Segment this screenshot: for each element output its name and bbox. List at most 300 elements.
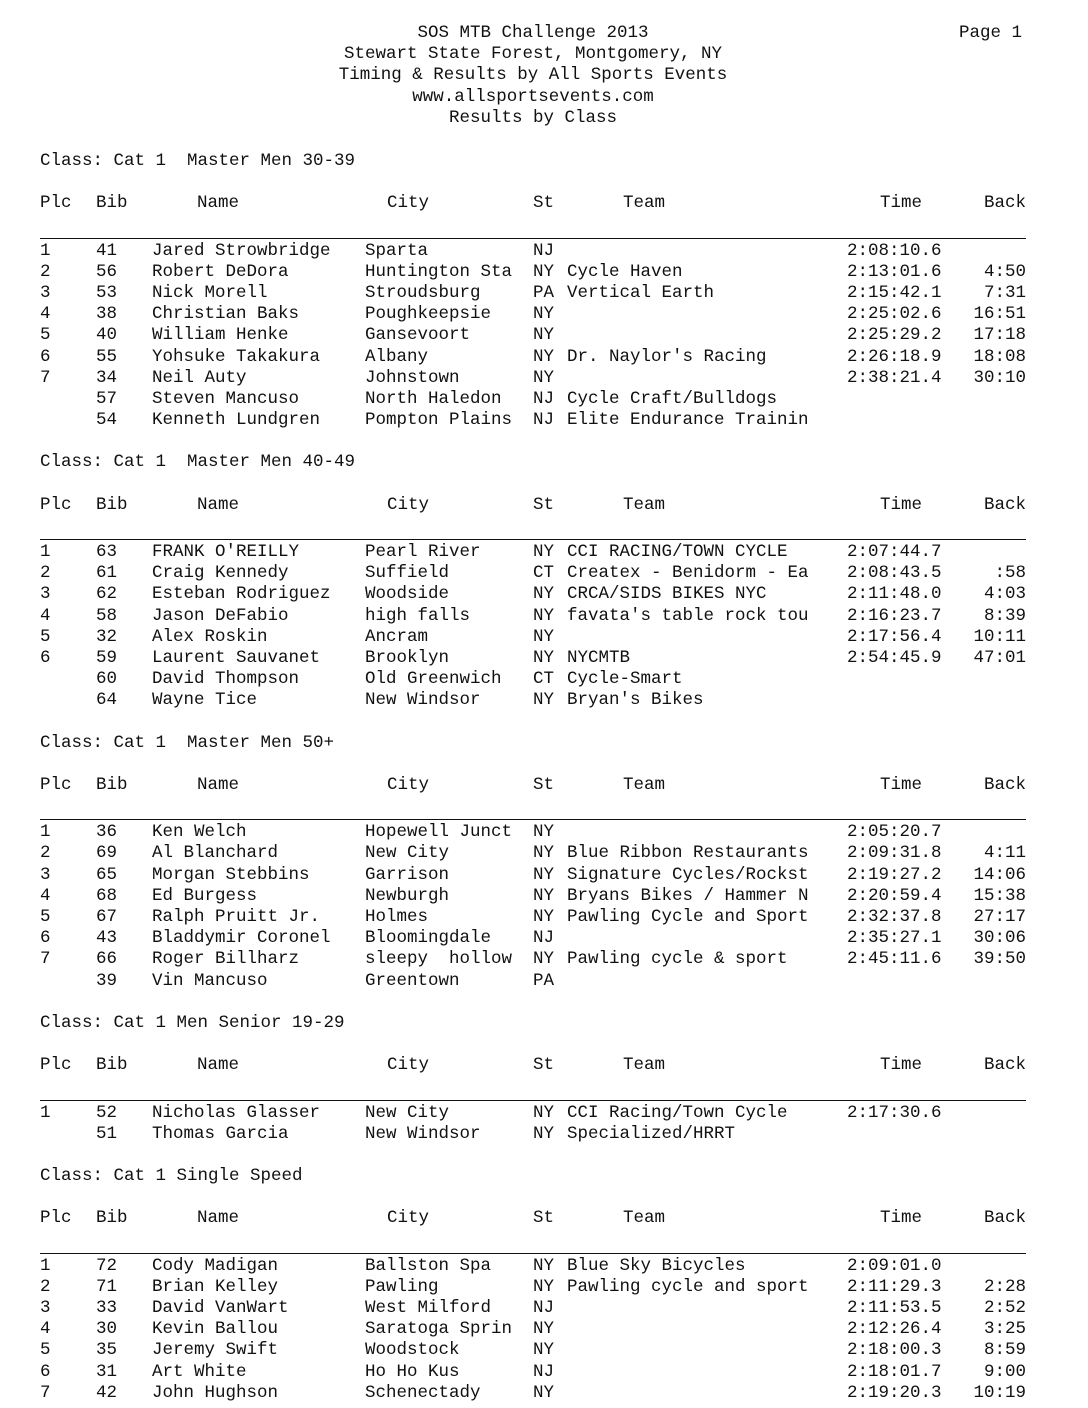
column-header-name: Name [197, 494, 240, 515]
cell-city: Poughkeepsie [365, 304, 492, 325]
cell-back: 30:10 [973, 367, 1026, 388]
cell-back: 47:01 [973, 647, 1026, 668]
header-divider [40, 539, 1026, 540]
column-header-plc: Plc [40, 494, 72, 515]
cell-time: 2:09:01.0 [847, 1255, 942, 1276]
cell-bib: 33 [96, 1298, 118, 1318]
cell-team: Specialized/HRRT [567, 1123, 736, 1144]
cell-bib: 56 [96, 261, 118, 282]
table-row [40, 822, 1026, 843]
cell-name: Nick Morell [152, 282, 268, 303]
cell-name: Bladdymir Coronel [152, 928, 331, 949]
table-row [40, 262, 1026, 283]
cell-name: Ed Burgess [152, 885, 258, 906]
cell-st: NY [533, 605, 555, 626]
cell-st: NY [533, 1319, 555, 1340]
cell-st: NY [533, 261, 555, 282]
cell-city: Holmes [365, 907, 429, 927]
cell-name: Christian Baks [152, 304, 300, 325]
cell-name: Art White [152, 1361, 247, 1382]
column-header-time: Time [880, 193, 923, 214]
cell-city: Ancram [365, 626, 429, 647]
cell-time: 2:13:01.6 [847, 261, 942, 282]
cell-back: 4:50 [983, 261, 1026, 282]
table-row [40, 542, 1026, 563]
cell-city: Old Greenwich [365, 669, 502, 690]
cell-bib: 69 [96, 843, 118, 864]
cell-city: Woodside [365, 584, 450, 605]
cell-back: 39:50 [973, 949, 1026, 970]
table-row [40, 584, 1026, 605]
column-header-row [40, 1208, 1026, 1229]
cell-st: CT [533, 563, 555, 584]
column-header-st: St [533, 1208, 555, 1229]
cell-name: Al Blanchard [152, 843, 279, 864]
cell-st: NY [533, 367, 555, 388]
cell-plc: 6 [40, 647, 51, 668]
cell-city: Ballston Spa [365, 1255, 492, 1276]
cell-name: Nicholas Glasser [152, 1102, 321, 1123]
results-sections [40, 151, 1026, 1404]
cell-plc: 2 [40, 261, 51, 282]
cell-team: favata's table rock tou [567, 605, 809, 626]
cell-name: Neil Auty [152, 367, 247, 388]
cell-time: 2:18:00.3 [847, 1340, 942, 1361]
cell-st: NY [533, 1340, 555, 1361]
column-header-back: Back [983, 494, 1026, 515]
class-section [40, 733, 1026, 1013]
cell-plc: 2 [40, 1276, 51, 1297]
cell-team: Pawling Cycle and Sport [567, 907, 809, 927]
cell-name: Ralph Pruitt Jr. [152, 907, 321, 927]
column-header-plc: Plc [40, 775, 72, 796]
cell-bib: 58 [96, 605, 118, 626]
cell-city: Huntington Sta [365, 261, 513, 282]
cell-city: Newburgh [365, 885, 450, 906]
table-row [40, 325, 1026, 346]
cell-name: Jared Strowbridge [152, 240, 331, 261]
cell-bib: 42 [96, 1382, 118, 1403]
column-header-st: St [533, 494, 555, 515]
cell-bib: 65 [96, 864, 118, 885]
cell-st: NY [533, 542, 555, 562]
column-header-back: Back [983, 1055, 1026, 1076]
report-header [0, 23, 1066, 129]
cell-time: 2:08:43.5 [847, 563, 942, 584]
column-header-city: City [387, 775, 430, 796]
cell-time: 2:16:23.7 [847, 605, 942, 626]
cell-city: Pompton Plains [365, 410, 513, 431]
cell-bib: 52 [96, 1102, 118, 1123]
cell-back: 18:08 [973, 346, 1026, 367]
column-header-name: Name [197, 775, 240, 796]
cell-bib: 55 [96, 346, 118, 367]
cell-st: NJ [533, 410, 555, 431]
cell-bib: 61 [96, 563, 118, 584]
cell-name: Robert DeDora [152, 261, 289, 282]
cell-st: NY [533, 584, 555, 605]
cell-name: Vin Mancuso [152, 970, 268, 991]
cell-time: 2:11:29.3 [847, 1276, 942, 1297]
table-row [40, 389, 1026, 410]
column-header-row [40, 193, 1026, 214]
cell-team: Signature Cycles/Rockst [567, 864, 809, 885]
column-header-time: Time [880, 775, 923, 796]
cell-city: sleepy hollow [365, 949, 513, 970]
cell-time: 2:54:45.9 [847, 647, 942, 668]
cell-team: Createx - Benidorm - Ea [567, 563, 809, 584]
cell-plc: 4 [40, 605, 51, 626]
cell-team: Bryan's Bikes [567, 690, 704, 711]
cell-st: CT [533, 669, 555, 690]
table-row [40, 928, 1026, 949]
cell-team: NYCMTB [567, 647, 631, 668]
cell-time: 2:07:44.7 [847, 542, 942, 562]
cell-name: Roger Billharz [152, 949, 300, 970]
cell-time: 2:26:18.9 [847, 346, 942, 367]
table-row [40, 690, 1026, 711]
table-row [40, 1319, 1026, 1340]
cell-st: PA [533, 970, 555, 991]
table-row [40, 368, 1026, 389]
column-header-back: Back [983, 193, 1026, 214]
timing-credit: Timing & Results by All Sports Events [338, 65, 728, 86]
column-header-plc: Plc [40, 193, 72, 214]
cell-time: 2:25:02.6 [847, 304, 942, 325]
cell-plc: 1 [40, 542, 51, 562]
column-header-bib: Bib [96, 775, 128, 796]
column-header-team: Team [623, 494, 666, 515]
cell-st: NY [533, 626, 555, 647]
table-row [40, 627, 1026, 648]
cell-city: Ho Ho Kus [365, 1361, 460, 1382]
cell-back: 9:00 [983, 1361, 1026, 1382]
cell-bib: 32 [96, 626, 118, 647]
cell-name: Cody Madigan [152, 1255, 279, 1276]
cell-name: Craig Kennedy [152, 563, 289, 584]
cell-st: PA [533, 282, 555, 303]
column-header-st: St [533, 775, 555, 796]
cell-name: William Henke [152, 325, 289, 346]
header-divider [40, 1100, 1026, 1101]
table-row [40, 907, 1026, 928]
cell-name: Kenneth Lundgren [152, 410, 321, 431]
cell-st: NY [533, 843, 555, 864]
cell-back: 30:06 [973, 928, 1026, 949]
cell-name: Kevin Ballou [152, 1319, 279, 1340]
cell-team: CRCA/SIDS BIKES NYC [567, 584, 767, 605]
cell-plc: 1 [40, 240, 51, 261]
cell-team: Cycle Haven [567, 261, 683, 282]
column-header-plc: Plc [40, 1208, 72, 1229]
column-header-name: Name [197, 1055, 240, 1076]
cell-city: Schenectady [365, 1382, 481, 1403]
cell-bib: 36 [96, 822, 118, 843]
cell-bib: 63 [96, 542, 118, 562]
cell-name: Thomas Garcia [152, 1123, 289, 1144]
cell-plc: 2 [40, 843, 51, 864]
cell-bib: 39 [96, 970, 118, 991]
column-header-plc: Plc [40, 1055, 72, 1076]
cell-back: 7:31 [983, 282, 1026, 303]
cell-back: :58 [994, 563, 1026, 584]
cell-city: New City [365, 1102, 450, 1123]
table-row [40, 606, 1026, 627]
cell-plc: 3 [40, 282, 51, 303]
cell-bib: 62 [96, 584, 118, 605]
column-header-bib: Bib [96, 494, 128, 515]
cell-back: 10:11 [973, 626, 1026, 647]
cell-city: New Windsor [365, 690, 481, 711]
cell-plc: 4 [40, 1319, 51, 1340]
table-row [40, 669, 1026, 690]
cell-name: Ken Welch [152, 822, 247, 843]
cell-city: Johnstown [365, 367, 460, 388]
class-title: Class: Cat 1 Single Speed [40, 1166, 303, 1187]
cell-team: Pawling cycle and sport [567, 1276, 809, 1297]
cell-st: NY [533, 1382, 555, 1403]
column-header-time: Time [880, 1208, 923, 1229]
cell-team: Elite Endurance Trainin [567, 410, 809, 431]
cell-back: 4:03 [983, 584, 1026, 605]
cell-plc: 6 [40, 1361, 51, 1382]
table-row [40, 563, 1026, 584]
column-header-st: St [533, 1055, 555, 1076]
column-header-back: Back [983, 1208, 1026, 1229]
column-header-time: Time [880, 494, 923, 515]
cell-st: NY [533, 1123, 555, 1144]
cell-back: 4:11 [983, 843, 1026, 864]
cell-st: NY [533, 346, 555, 367]
column-header-bib: Bib [96, 1208, 128, 1229]
cell-team: Bryans Bikes / Hammer N [567, 885, 809, 906]
cell-st: NJ [533, 928, 555, 949]
column-header-city: City [387, 494, 430, 515]
column-header-row [40, 1055, 1026, 1076]
column-header-team: Team [623, 1055, 666, 1076]
cell-bib: 71 [96, 1276, 118, 1297]
cell-st: NY [533, 1276, 555, 1297]
column-header-team: Team [623, 775, 666, 796]
cell-name: Brian Kelley [152, 1276, 279, 1297]
cell-bib: 35 [96, 1340, 118, 1361]
cell-city: Stroudsburg [365, 282, 481, 303]
class-section [40, 1013, 1026, 1166]
cell-time: 2:11:53.5 [847, 1298, 942, 1318]
column-header-city: City [387, 1208, 430, 1229]
cell-bib: 68 [96, 885, 118, 906]
cell-city: Albany [365, 346, 429, 367]
table-row [40, 949, 1026, 970]
column-header-bib: Bib [96, 193, 128, 214]
cell-back: 10:19 [973, 1382, 1026, 1403]
cell-bib: 67 [96, 907, 118, 927]
table-row [40, 1277, 1026, 1298]
cell-st: NY [533, 885, 555, 906]
cell-bib: 53 [96, 282, 118, 303]
cell-plc: 5 [40, 1340, 51, 1361]
cell-city: Pearl River [365, 542, 481, 562]
cell-team: Blue Sky Bicycles [567, 1255, 746, 1276]
cell-city: Pawling [365, 1276, 439, 1297]
cell-plc: 1 [40, 1255, 51, 1276]
event-title: SOS MTB Challenge 2013 [417, 23, 649, 43]
cell-city: Bloomingdale [365, 928, 492, 949]
column-header-time: Time [880, 1055, 923, 1076]
cell-st: NY [533, 1255, 555, 1276]
cell-bib: 43 [96, 928, 118, 949]
class-title: Class: Cat 1 Men Senior 19-29 [40, 1012, 345, 1033]
cell-st: NY [533, 325, 555, 346]
cell-bib: 72 [96, 1255, 118, 1276]
table-row [40, 1298, 1026, 1319]
cell-bib: 59 [96, 647, 118, 668]
cell-name: Esteban Rodriguez [152, 584, 331, 605]
cell-time: 2:38:21.4 [847, 367, 942, 388]
column-header-row [40, 495, 1026, 516]
table-row [40, 347, 1026, 368]
cell-city: Suffield [365, 563, 450, 584]
cell-plc: 4 [40, 885, 51, 906]
cell-back: 2:28 [983, 1276, 1026, 1297]
cell-name: Wayne Tice [152, 690, 258, 711]
column-header-back: Back [983, 775, 1026, 796]
cell-plc: 5 [40, 626, 51, 647]
cell-plc: 1 [40, 822, 51, 843]
cell-back: 17:18 [973, 325, 1026, 346]
cell-st: NY [533, 864, 555, 885]
cell-plc: 7 [40, 367, 51, 388]
column-header-name: Name [197, 1208, 240, 1229]
header-divider [40, 238, 1026, 239]
cell-plc: 1 [40, 1102, 51, 1123]
cell-city: Saratoga Sprin [365, 1319, 513, 1340]
cell-bib: 57 [96, 388, 118, 409]
cell-time: 2:11:48.0 [847, 584, 942, 605]
cell-plc: 6 [40, 928, 51, 949]
cell-name: David VanWart [152, 1298, 289, 1318]
table-row [40, 886, 1026, 907]
cell-st: NY [533, 1102, 555, 1123]
class-title: Class: Cat 1 Master Men 50+ [40, 732, 335, 753]
cell-bib: 51 [96, 1123, 118, 1144]
cell-st: NJ [533, 388, 555, 409]
column-header-team: Team [623, 193, 666, 214]
cell-bib: 34 [96, 367, 118, 388]
cell-name: Jason DeFabio [152, 605, 289, 626]
cell-city: West Milford [365, 1298, 492, 1318]
table-row [40, 648, 1026, 669]
cell-team: Dr. Naylor's Racing [567, 346, 767, 367]
table-row [40, 1124, 1026, 1145]
cell-st: NJ [533, 240, 555, 261]
cell-time: 2:12:26.4 [847, 1319, 942, 1340]
column-header-st: St [533, 193, 555, 214]
cell-bib: 30 [96, 1319, 118, 1340]
cell-name: Alex Roskin [152, 626, 268, 647]
cell-time: 2:05:20.7 [847, 822, 942, 843]
cell-team: Pawling cycle & sport [567, 949, 788, 970]
cell-plc: 7 [40, 1382, 51, 1403]
cell-plc: 3 [40, 584, 51, 605]
class-title: Class: Cat 1 Master Men 30-39 [40, 151, 356, 171]
table-row [40, 1362, 1026, 1383]
cell-name: John Hughson [152, 1382, 279, 1403]
class-section [40, 452, 1026, 732]
cell-back: 27:17 [973, 907, 1026, 927]
cell-team: CCI Racing/Town Cycle [567, 1102, 788, 1123]
cell-team: Cycle Craft/Bulldogs [567, 388, 778, 409]
cell-plc: 6 [40, 346, 51, 367]
cell-bib: 54 [96, 410, 118, 431]
cell-name: FRANK O'REILLY [152, 542, 300, 562]
cell-bib: 41 [96, 240, 118, 261]
cell-time: 2:35:27.1 [847, 928, 942, 949]
cell-bib: 40 [96, 325, 118, 346]
cell-time: 2:18:01.7 [847, 1361, 942, 1382]
cell-time: 2:17:56.4 [847, 626, 942, 647]
cell-bib: 66 [96, 949, 118, 970]
page-number: Page 1 [959, 23, 1023, 43]
cell-time: 2:09:31.8 [847, 843, 942, 864]
header-divider [40, 819, 1026, 820]
cell-bib: 31 [96, 1361, 118, 1382]
column-header-city: City [387, 1055, 430, 1076]
cell-plc: 7 [40, 949, 51, 970]
cell-back: 3:25 [983, 1319, 1026, 1340]
header-divider [40, 1253, 1026, 1254]
cell-st: NJ [533, 1361, 555, 1382]
cell-city: North Haledon [365, 388, 502, 409]
cell-bib: 64 [96, 690, 118, 711]
column-header-bib: Bib [96, 1055, 128, 1076]
cell-name: Laurent Sauvanet [152, 647, 321, 668]
cell-city: Brooklyn [365, 647, 450, 668]
cell-st: NY [533, 304, 555, 325]
cell-time: 2:32:37.8 [847, 907, 942, 927]
cell-st: NY [533, 690, 555, 711]
cell-time: 2:45:11.6 [847, 949, 942, 970]
event-location: Stewart State Forest, Montgomery, NY [343, 44, 723, 65]
cell-plc: 4 [40, 304, 51, 325]
cell-team: Blue Ribbon Restaurants [567, 843, 809, 864]
cell-bib: 38 [96, 304, 118, 325]
cell-city: Hopewell Junct [365, 822, 513, 843]
cell-plc: 5 [40, 325, 51, 346]
cell-time: 2:17:30.6 [847, 1102, 942, 1123]
cell-name: David Thompson [152, 669, 300, 690]
cell-time: 2:08:10.6 [847, 240, 942, 261]
cell-time: 2:19:27.2 [847, 864, 942, 885]
cell-plc: 5 [40, 907, 51, 927]
cell-time: 2:20:59.4 [847, 885, 942, 906]
cell-st: NY [533, 949, 555, 970]
table-row [40, 1256, 1026, 1277]
table-row [40, 971, 1026, 992]
column-header-name: Name [197, 193, 240, 214]
cell-st: NY [533, 822, 555, 843]
report-subtitle: Results by Class [448, 107, 618, 128]
cell-city: Gansevoort [365, 325, 471, 346]
cell-st: NY [533, 907, 555, 927]
cell-city: Garrison [365, 864, 450, 885]
cell-time: 2:15:42.1 [847, 282, 942, 303]
column-header-city: City [387, 193, 430, 214]
cell-city: New City [365, 843, 450, 864]
cell-team: Cycle-Smart [567, 669, 683, 690]
cell-name: Steven Mancuso [152, 388, 300, 409]
cell-city: Greentown [365, 970, 460, 991]
